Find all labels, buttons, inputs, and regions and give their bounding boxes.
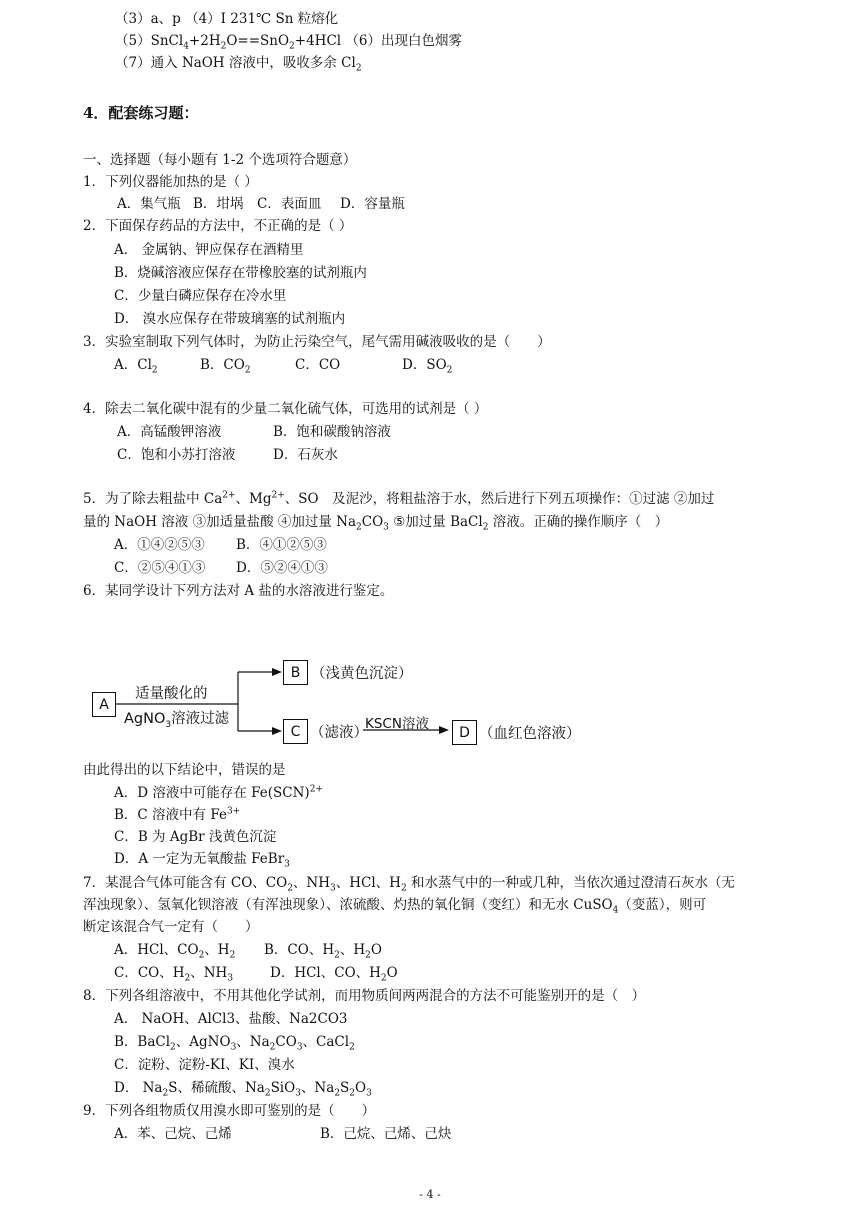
q5-option-a: A．①④②⑤③	[114, 537, 205, 553]
answer-text: （3）a、p （4）I 231℃ Sn 粒熔化	[115, 11, 339, 27]
question-6-stem: 6．某同学设计下列方法对 A 盐的水溶液进行鉴定。	[83, 583, 394, 599]
q2-option-b: B．烧碱溶液应保存在带橡胶塞的试剂瓶内	[114, 265, 367, 281]
q3-option-c: C．CO	[295, 357, 341, 373]
q8-option-b: B．BaCl$_2$、AgNO$_3$、$Na_2CO_3$、CaCl$_2$	[114, 1034, 355, 1053]
q4-option-b: B．饱和碳酸钠溶液	[273, 424, 391, 440]
q6-option-c: C．B 为 AgBr 浅黄色沉淀	[114, 829, 277, 845]
q5-option-b: B．④①②⑤③	[236, 537, 327, 553]
question-4-stem: 4．除去二氧化碳中混有的少量二氧化硫气体，可选用的试剂是（ ）	[83, 401, 488, 417]
answer-line-7: （7）通入 NaOH 溶液中，吸收多余 $Cl_2$	[115, 55, 362, 74]
answer-line-5-6: $(5)SnCl_4+2H_2O==SnO_2+4HCl$ （6）出现白色烟雾	[115, 33, 462, 52]
q3-option-a: A．$Cl_2$	[114, 357, 158, 376]
question-1-stem: 1．下列仪器能加热的是（ ）	[83, 174, 258, 190]
box-a: A	[92, 692, 116, 717]
q4-option-a: A．高锰酸钾溶液	[117, 424, 222, 440]
label-d: （血红色溶液）	[479, 726, 581, 742]
q6-conclusion: 由此得出的以下结论中，错误的是	[83, 762, 286, 778]
label-b: （浅黄色沉淀）	[311, 666, 413, 682]
question-7-line-1: 7．某混合气体可能含有 CO、$CO_2$、$NH_3$、HCl、$H_2$ 和水蒸气中的一种或几种，当依次通过澄清石灰水（无	[83, 875, 735, 894]
question-7-line-2: 浑浊现象）、氢氧化钡溶液（有浑浊现象）、浓硫酸、灼热的氧化铜（变红）和无水 CuSO$_4$（变蓝），则可	[83, 897, 707, 916]
q1-option-d: D．容量瓶	[340, 196, 405, 212]
q7-option-b: B．CO、$H_2$、$H_2O$	[264, 942, 382, 961]
q4-option-d: D．石灰水	[273, 447, 338, 463]
q5-option-d: D．⑤②④①③	[236, 560, 328, 576]
question-9-stem: 9．下列各组物质仅用溴水即可鉴别的是（ ）	[83, 1103, 376, 1119]
q9-option-a: A．苯、己烷、己烯	[114, 1126, 232, 1142]
q4-option-c: C．饱和小苏打溶液	[117, 447, 236, 463]
q6-option-b: B．C 溶液中有 $Fe^{3+}$	[114, 806, 241, 823]
q1-option-c: C．表面皿	[257, 196, 322, 212]
q9-option-b: B．己烷、己烯、己炔	[320, 1126, 452, 1142]
q2-option-a: A． 金属钠、钾应保存在酒精里	[114, 242, 304, 258]
q6-option-a: A．D 溶液中可能存在 Fe(SCN)$^{2+}$	[114, 784, 323, 801]
q1-option-a: A．集气瓶	[117, 196, 181, 212]
question-5-line-2: 量的 NaOH 溶液 ③加适量盐酸 ④加过量 $Na_2CO_3$ ⑤加过量 BaCl$_2$ 溶液。正确的操作顺序（ ）	[83, 514, 669, 533]
q3-option-b: B．$CO_2$	[200, 357, 251, 376]
q2-option-d: D． 溴水应保存在带玻璃塞的试剂瓶内	[114, 311, 346, 327]
q1-option-b: B．坩埚	[193, 196, 244, 212]
arrow-label-top: 适量酸化的	[135, 686, 208, 702]
box-c: C	[283, 719, 308, 744]
box-d: D	[452, 720, 477, 745]
part-title: 一、选择题（每小题有 1-2 个选项符合题意）	[83, 152, 357, 168]
question-7-line-3: 断定该混合气一定有（ ）	[83, 919, 259, 935]
q7-option-c: C．CO、$H_2$、$NH_3$	[114, 965, 234, 984]
q8-option-d: D． $Na_2S$、稀硫酸、$Na_2SiO_3$、$Na_2S_2O_3$	[114, 1080, 372, 1099]
q2-option-c: C．少量白磷应保存在冷水里	[114, 288, 287, 304]
q7-option-a: A．HCl、$CO_2$、$H_2$	[114, 942, 236, 961]
question-2-stem: 2．下面保存药品的方法中，不正确的是（ ）	[83, 218, 353, 234]
page-number: - 4 -	[419, 1188, 441, 1201]
question-8-stem: 8．下列各组溶液中，不用其他化学试剂，而用物质间两两混合的方法不可能鉴别开的是（ ）	[83, 988, 646, 1004]
question-3-stem: 3．实验室制取下列气体时，为防止污染空气，尾气需用碱液吸收的是（ ）	[83, 334, 551, 350]
box-b: B	[283, 660, 308, 685]
arrow-label-bottom: AgNO$_3$溶液过滤	[124, 711, 230, 730]
q5-option-c: C．②⑤④①③	[114, 560, 206, 576]
q6-option-d: D．A 一定为无氧酸盐 FeBr$_3$	[114, 851, 290, 870]
q7-option-d: D．HCl、CO、$H_2O$	[270, 965, 398, 984]
reagent-label: KSCN溶液	[365, 716, 429, 732]
q8-option-a: A． NaOH、AlCl3、盐酸、Na2CO3	[114, 1011, 348, 1027]
q8-option-c: C．淀粉、淀粉-KI、KI、溴水	[114, 1057, 295, 1073]
label-c: （滤液）	[310, 725, 368, 741]
question-5-line-1: 5．为了除去粗盐中 $Ca^{2+}$、$Mg^{2+}$、SO 及泥沙，将粗盐溶于水，然后进行下列五项操作：①过滤 ②加过	[83, 490, 715, 507]
q3-option-d: D．$SO_2$	[402, 357, 453, 376]
section-heading: 4．配套练习题：	[83, 104, 199, 122]
